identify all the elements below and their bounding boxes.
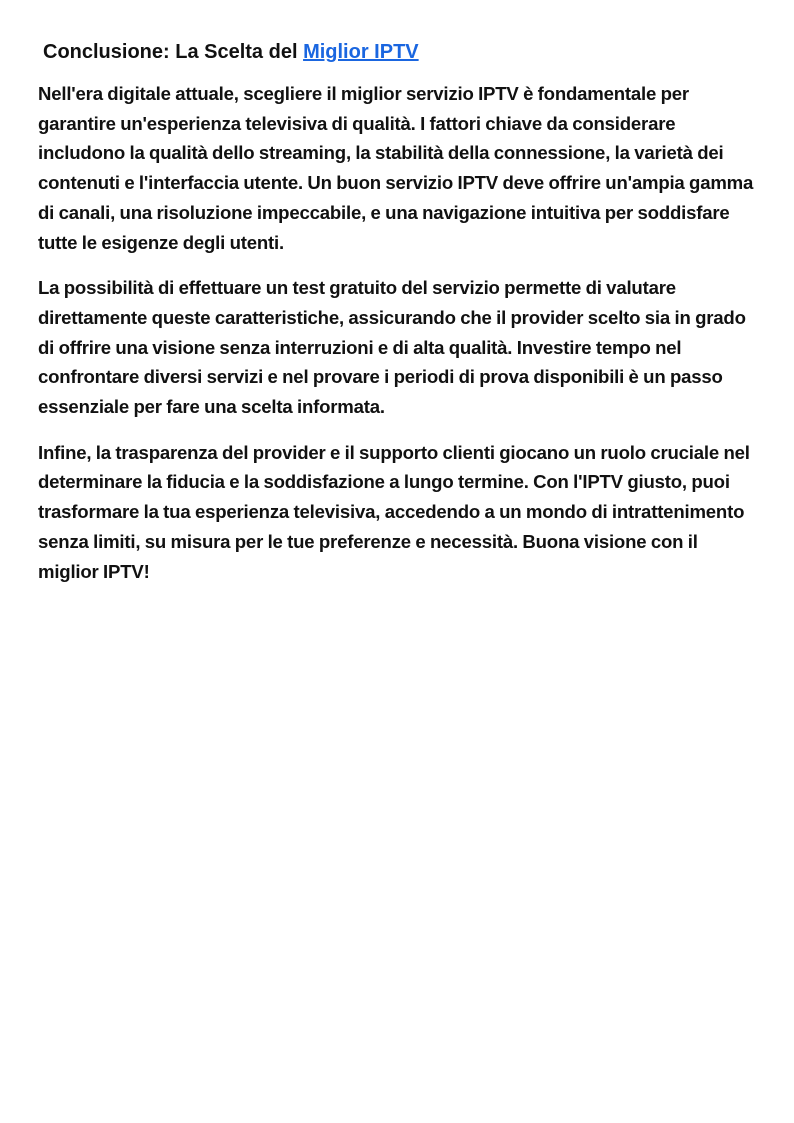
- paragraph-1: Nell'era digitale attuale, scegliere il miglior servizio IPTV è fondamentale per garantire un'esperienza televisiva di qualità. I fattori chiave da considerare includono la qualità dello streaming, la stabilità della connessione, la varietà dei contenuti e l'interfaccia utente. Un buon servizio IPTV deve offrire un'ampia gamma di canali, una risoluzione impeccabile, e una navigazione intuitiva per soddisfare tutte le esigenze degli utenti.: [38, 83, 754, 253]
- document-page: [38, 37, 754, 602]
- heading-text: Conclusione: La Scelta del: [43, 41, 304, 63]
- paragraph-2: La possibilità di effettuare un test gratuito del servizio permette di valutare direttamente queste caratteristiche, assicurando che il provider scelto sia in grado di offrire una visione senza interruzioni e di alta qualità. Investire tempo nel confrontare diversi servizi e nel provare i periodi di prova disponibili è un passo essenziale per fare una scelta informata.: [38, 277, 746, 418]
- section-heading: [43, 37, 754, 67]
- miglior-iptv-link[interactable]: Miglior IPTV: [303, 41, 419, 63]
- paragraph-3: Infine, la trasparenza del provider e il supporto clienti giocano un ruolo cruciale nel determinare la fiducia e la soddisfazione a lungo termine. Con l'IPTV giusto, puoi trasformare la tua esperienza televisiva, accedendo a un mondo di intrattenimento senza limiti, su misura per le tue preferenze e necessità. Buona visione con il miglior IPTV!: [38, 441, 750, 582]
